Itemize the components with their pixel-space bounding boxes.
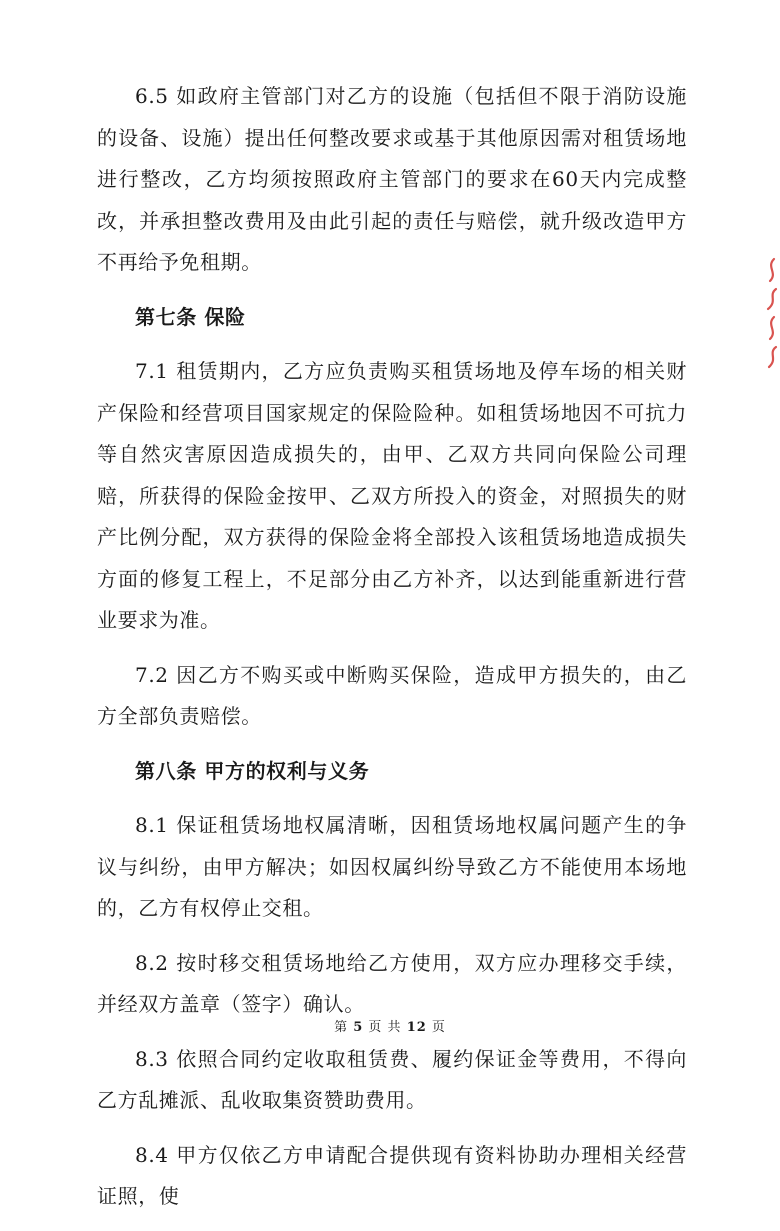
seal-stamp-edge-icon bbox=[760, 255, 780, 375]
document-body bbox=[97, 76, 687, 1231]
footer-suffix: 页 bbox=[431, 1020, 446, 1035]
clause-7-2: 7.2 因乙方不购买或中断购买保险，造成甲方损失的，由乙方全部负责赔偿。 bbox=[97, 662, 687, 728]
clause-8-4: 8.4 甲方仅依乙方申请配合提供现有资料协助办理相关经营证照，使 bbox=[97, 1142, 687, 1208]
clause-8-1: 8.1 保证租赁场地权属清晰，因租赁场地权属问题产生的争议与纠纷，由甲方解决；如因权属纠纷导致乙方不能使用本场地的，乙方有权停止交租。 bbox=[97, 813, 687, 920]
clause-8-2: 8.2 按时移交租赁场地给乙方使用，双方应办理移交手续，并经双方盖章（签字）确认。 bbox=[97, 950, 687, 1016]
footer-middle: 页 共 bbox=[368, 1020, 402, 1035]
article-8-heading: 第八条 甲方的权利与义务 bbox=[135, 758, 370, 783]
footer-page-total: 12 bbox=[406, 1020, 427, 1035]
clause-8-3: 8.3 依照合同约定收取租赁费、履约保证金等费用，不得向乙方乱摊派、乱收取集资赞助费用。 bbox=[97, 1046, 687, 1112]
footer-page-current: 5 bbox=[353, 1020, 364, 1035]
footer-prefix: 第 bbox=[334, 1020, 349, 1035]
clause-6-5: 6.5 如政府主管部门对乙方的设施（包括但不限于消防设施的设备、设施）提出任何整改要求或基于其他原因需对租赁场地进行整改，乙方均须按照政府主管部门的要求在60天内完成整改，并承担整改费用及由此引起的责任与赔偿，就升级改造甲方不再给予免租期。 bbox=[97, 84, 687, 274]
page-footer bbox=[0, 1016, 780, 1035]
clause-7-1: 7.1 租赁期内，乙方应负责购买租赁场地及停车场的相关财产保险和经营项目国家规定的保险险种。如租赁场地因不可抗力等自然灾害原因造成损失的，由甲、乙双方共同向保险公司理赔，所获得的保险金按甲、乙双方所投入的资金，对照损失的财产比例分配，双方获得的保险金将全部投入该租赁场地造成损失方面的修复工程上，不足部分由乙方补齐，以达到能重新进行营业要求为准。 bbox=[97, 359, 687, 632]
article-7-heading: 第七条 保险 bbox=[135, 304, 246, 329]
